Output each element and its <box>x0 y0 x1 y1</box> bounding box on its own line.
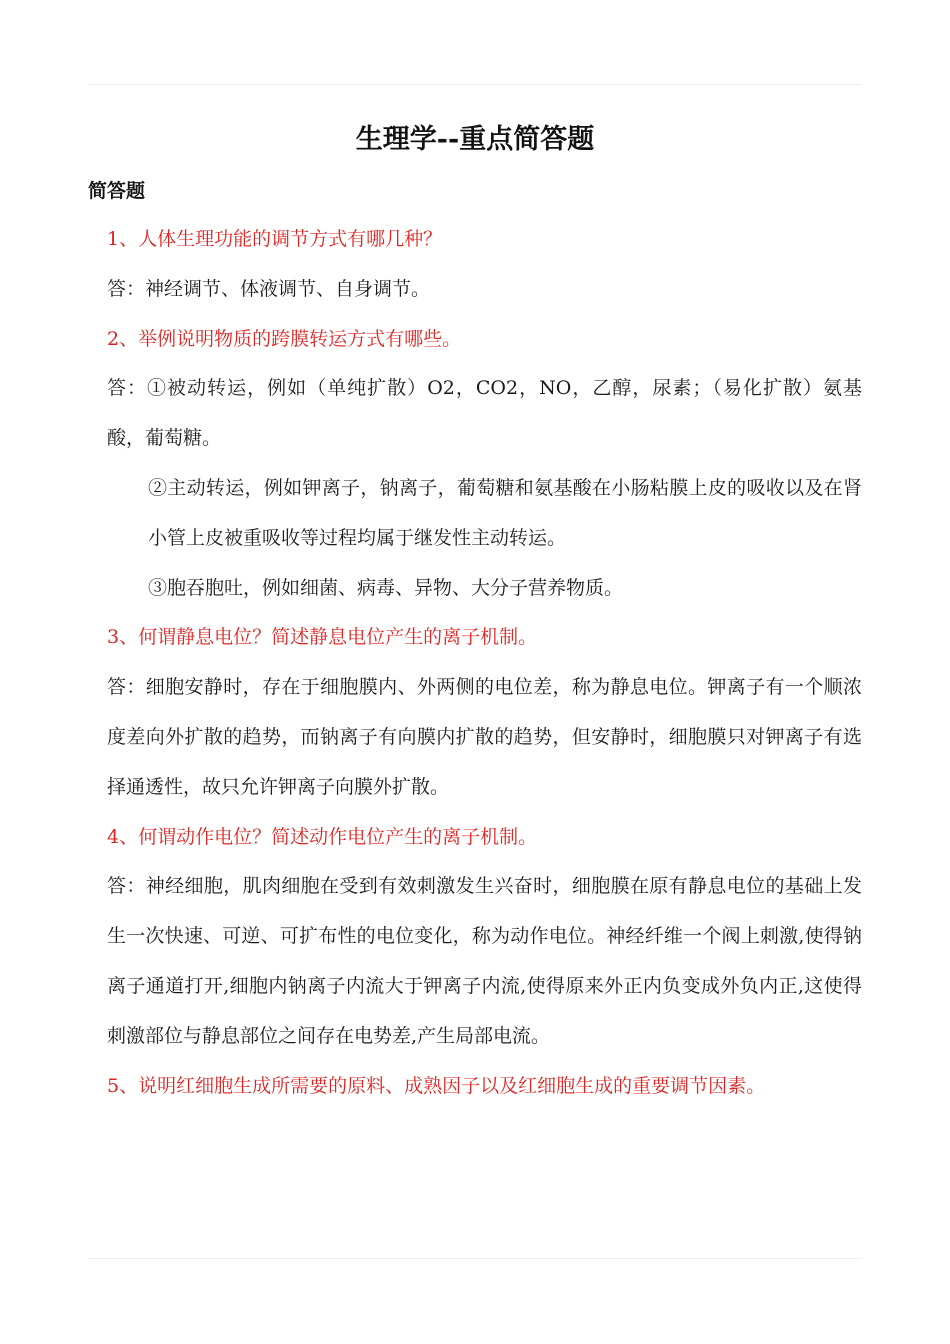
question-5: 5、说明红细胞生成所需要的原料、成熟因子以及红细胞生成的重要调节因素。 <box>107 1074 766 1097</box>
document-body <box>88 215 862 1111</box>
answer-2-part-3: ③胞吞胞吐，例如细菌、病毒、异物、大分子营养物质。 <box>148 576 624 599</box>
question-2: 2、举例说明物质的跨膜转运方式有哪些。 <box>107 327 462 350</box>
section-heading: 简答题 <box>88 180 146 202</box>
answer-2-part-2: ②主动转运，例如钾离子，钠离子，葡萄糖和氨基酸在小肠粘膜上皮的吸收以及在肾小管上皮被重吸收等过程均属于继发性主动转运。 <box>148 476 862 549</box>
answer-1: 答：神经调节、体液调节、自身调节。 <box>107 277 431 300</box>
answer-2-part-1: 答：①被动转运，例如（单纯扩散）O2，CO2，NO，乙醇，尿素；（易化扩散）氨基酸，葡萄糖。 <box>107 377 862 450</box>
question-1: 1、人体生理功能的调节方式有哪几种？ <box>107 228 443 250</box>
question-4: 4、何谓动作电位？简述动作电位产生的离子机制。 <box>107 825 538 848</box>
answer-4: 答：神经细胞，肌肉细胞在受到有效刺激发生兴奋时，细胞膜在原有静息电位的基础上发生一次快速、可逆、可扩布性的电位变化，称为动作电位。神经纤维一个阀上刺激,使得钠离子通道打开,细胞内钠离子内流大于钾离子内流,使得原来外正内负变成外负内正,这使得刺激部位与静息部位之间存在电势差,产生局部电流。 <box>107 875 862 1047</box>
footer-rule <box>88 1258 862 1259</box>
page-title: 生理学--重点简答题 <box>355 124 595 155</box>
question-3: 3、何谓静息电位？简述静息电位产生的离子机制。 <box>107 626 538 649</box>
answer-3: 答：细胞安静时，存在于细胞膜内、外两侧的电位差，称为静息电位。钾离子有一个顺浓度差向外扩散的趋势，而钠离子有向膜内扩散的趋势，但安静时，细胞膜只对钾离子有选择通透性，故只允许钾离子向膜外扩散。 <box>107 676 862 798</box>
header-rule <box>88 84 862 85</box>
